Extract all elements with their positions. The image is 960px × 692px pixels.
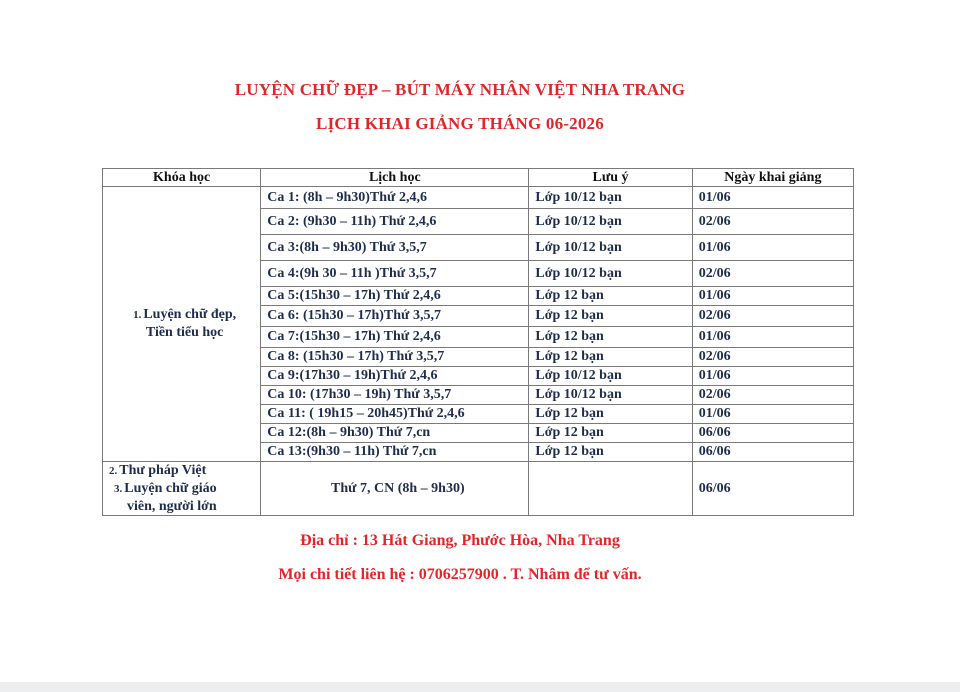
schedule-cell: Ca 9:(17h30 – 19h)Thứ 2,4,6 bbox=[261, 367, 529, 386]
course-name: Thư pháp Việt bbox=[119, 463, 207, 478]
schedule-cell: Ca 3:(8h – 9h30) Thứ 3,5,7 bbox=[261, 235, 529, 261]
course-number: 1. bbox=[133, 309, 142, 321]
note-cell: Lớp 10/12 bạn bbox=[529, 367, 692, 386]
schedule-cell: Thứ 7, CN (8h – 9h30) bbox=[261, 462, 529, 516]
table-row bbox=[103, 187, 854, 209]
schedule-cell: Ca 7:(15h30 – 17h) Thứ 2,4,6 bbox=[261, 327, 529, 348]
schedule-cell: Ca 12:(8h – 9h30) Thứ 7,cn bbox=[261, 424, 529, 443]
start-date-cell: 02/06 bbox=[692, 306, 853, 327]
document-subtitle: LỊCH KHAI GIẢNG THÁNG 06-2026 bbox=[316, 114, 604, 133]
course-name-cont: viên, người lớn bbox=[127, 499, 217, 514]
note-cell: Lớp 12 bạn bbox=[529, 405, 692, 424]
header-schedule: Lịch học bbox=[261, 169, 529, 187]
note-cell: Lớp 10/12 bạn bbox=[529, 235, 692, 261]
note-cell: Lớp 12 bạn bbox=[529, 287, 692, 306]
schedule-cell: Ca 10: (17h30 – 19h) Thứ 3,5,7 bbox=[261, 386, 529, 405]
start-date-cell: 02/06 bbox=[692, 209, 853, 235]
schedule-cell: Ca 1: (8h – 9h30)Thứ 2,4,6 bbox=[261, 187, 529, 209]
note-cell: Lớp 12 bạn bbox=[529, 306, 692, 327]
address-line: Địa chỉ : 13 Hát Giang, Phước Hòa, Nha Trang bbox=[300, 532, 620, 549]
schedule-cell: Ca 5:(15h30 – 17h) Thứ 2,4,6 bbox=[261, 287, 529, 306]
note-cell: Lớp 12 bạn bbox=[529, 327, 692, 348]
start-date-cell: 01/06 bbox=[692, 367, 853, 386]
course-name-line1: Luyện chữ đẹp, bbox=[143, 307, 237, 322]
document-title: LUYỆN CHỮ ĐẸP – BÚT MÁY NHÂN VIỆT NHA TRANG bbox=[234, 80, 686, 99]
note-cell: Lớp 12 bạn bbox=[529, 443, 692, 462]
header-start-date: Ngày khai giảng bbox=[692, 169, 853, 187]
schedule-cell: Ca 11: ( 19h15 – 20h45)Thứ 2,4,6 bbox=[261, 405, 529, 424]
start-date-cell: 01/06 bbox=[692, 327, 853, 348]
bottom-strip bbox=[0, 682, 960, 692]
start-date-cell: 01/06 bbox=[692, 187, 853, 209]
start-date-cell: 06/06 bbox=[692, 462, 853, 516]
note-cell: Lớp 10/12 bạn bbox=[529, 187, 692, 209]
course-cell-1 bbox=[103, 187, 261, 462]
contact-line: Mọi chi tiết liên hệ : 0706257900 . T. Nhâm để tư vấn. bbox=[278, 566, 642, 583]
note-cell: Lớp 10/12 bạn bbox=[529, 386, 692, 405]
course-number: 3. bbox=[114, 483, 123, 495]
note-cell: Lớp 10/12 bạn bbox=[529, 261, 692, 287]
schedule-cell: Ca 13:(9h30 – 11h) Thứ 7,cn bbox=[261, 443, 529, 462]
start-date-cell: 02/06 bbox=[692, 348, 853, 367]
start-date-cell: 01/06 bbox=[692, 235, 853, 261]
header-course: Khóa học bbox=[103, 169, 261, 187]
start-date-cell: 06/06 bbox=[692, 424, 853, 443]
start-date-cell: 01/06 bbox=[692, 405, 853, 424]
start-date-cell: 01/06 bbox=[692, 287, 853, 306]
table-row bbox=[103, 462, 854, 516]
schedule-cell: Ca 4:(9h 30 – 11h )Thứ 3,5,7 bbox=[261, 261, 529, 287]
schedule-cell: Ca 6: (15h30 – 17h)Thứ 3,5,7 bbox=[261, 306, 529, 327]
schedule-table bbox=[102, 168, 854, 516]
course-name-line2: Tiền tiểu học bbox=[145, 325, 224, 340]
note-cell: Lớp 12 bạn bbox=[529, 348, 692, 367]
course-number: 2. bbox=[109, 465, 118, 477]
course-name: Luyện chữ giáo bbox=[124, 481, 217, 496]
header-note: Lưu ý bbox=[529, 169, 692, 187]
note-cell: Lớp 12 bạn bbox=[529, 424, 692, 443]
table-header-row bbox=[103, 169, 854, 187]
schedule-cell: Ca 8: (15h30 – 17h) Thứ 3,5,7 bbox=[261, 348, 529, 367]
start-date-cell: 02/06 bbox=[692, 386, 853, 405]
note-cell bbox=[529, 462, 692, 516]
start-date-cell: 02/06 bbox=[692, 261, 853, 287]
note-cell: Lớp 10/12 bạn bbox=[529, 209, 692, 235]
course-cell-2 bbox=[103, 462, 261, 516]
schedule-cell: Ca 2: (9h30 – 11h) Thứ 2,4,6 bbox=[261, 209, 529, 235]
start-date-cell: 06/06 bbox=[692, 443, 853, 462]
